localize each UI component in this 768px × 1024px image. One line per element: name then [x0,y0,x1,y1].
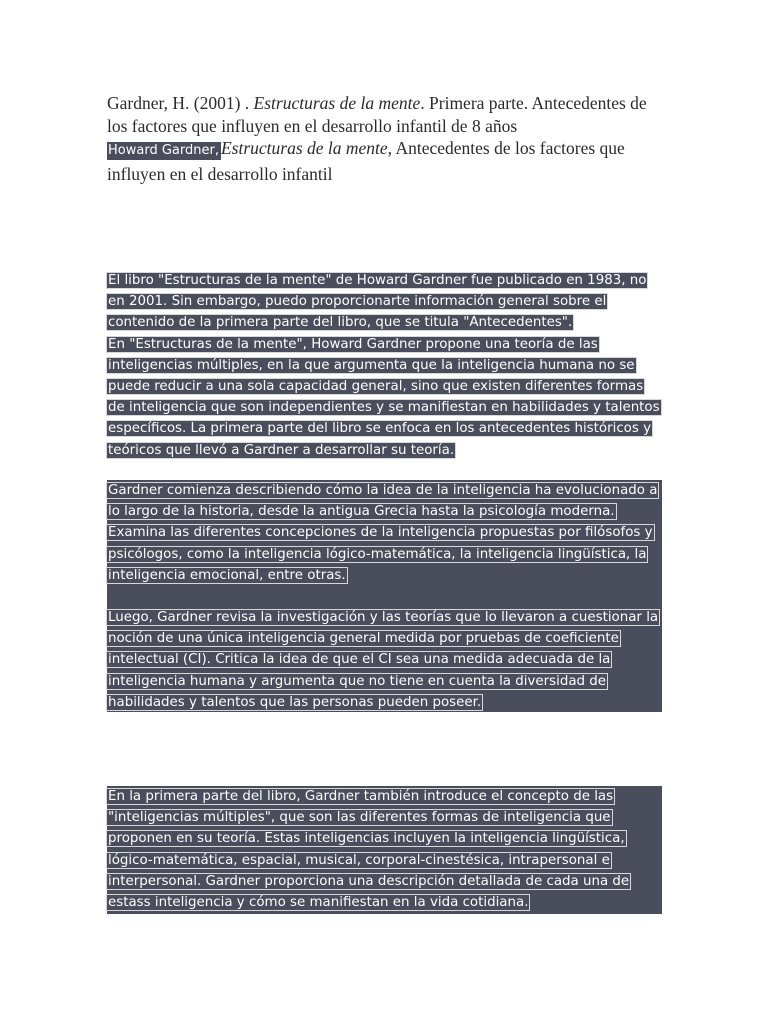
citation-suffix: . Primera parte. Antecedentes de los factores que influyen en el desarrollo infantil de 8 años [107,93,647,136]
subtitle-rest: Antecedentes de los factores que influyen en el desarrollo infantil [107,138,625,184]
history-paragraph-1[interactable]: Gardner comienza describiendo cómo la idea de la inteligencia ha evolucionado a lo largo de la historia, desde la antigua Grecia hasta la psicología moderna. Examina las diferentes concepciones de la inteligencia propuestas por filósofos y psicólogos, como la inteligencia lógico-matemática, la inteligencia lingüística, la inteligencia emocional, entre otras. [108,483,658,583]
history-paragraph-2[interactable]: Luego, Gardner revisa la investigación y las teorías que lo llevaron a cuestionar la noción de una única inteligencia general medida por pruebas de coeficiente intelectual (CI). Critica la idea de que el CI sea una medida adecuada de la inteligencia humana y argumenta que no tiene en cuenta la diversidad de habilidades y talentos que las personas pueden poseer. [108,610,659,710]
multiple-paragraph-1[interactable]: En la primera parte del libro, Gardner también introduce el concepto de las "inteligencias múltiples", que son las diferentes formas de inteligencia que proponen en su teoría. Estas inteligencias incluyen la inteligencia lingüística, lógico-matemática, espacial, musical, corporal-cinestésica, intrapersonal e interpersonal. Gardner proporciona una descripción detallada de cada una de estass inteligencia y cómo se manifiestan en la vida cotidiana. [108,789,630,911]
intro-paragraph-2[interactable]: En "Estructuras de la mente", Howard Gardner propone una teoría de las inteligencias múltiples, en la que argumenta que la inteligencia humana no se puede reducir a una sola capacidad general, sino que existen diferentes formas de inteligencia que son independientes y se manifiestan en habilidades y talentos específicos. La primera parte del libro se enfoca en los antecedentes históricos y teóricos que llevó a Gardner a desarrollar su teoría. [108,336,660,458]
citation-title: Estructuras de la mente [253,93,421,113]
section-history-panel [107,480,662,712]
section-multiple-panel [107,786,662,914]
document-header [107,92,667,185]
section-intro [107,270,662,461]
section-history [107,480,662,713]
intro-paragraph-1[interactable]: El libro "Estructuras de la mente" de Howard Gardner fue publicado en 1983, no en 2001. Sin embargo, puedo proporcionarte información general sobre el contenido de la primera parte del libro, que se titula "Antecedentes". [108,273,647,331]
author-highlight[interactable]: Howard Gardner, [108,143,219,158]
subtitle-line [107,137,667,185]
section-multiple [107,786,662,913]
citation-prefix: Gardner, H. (2001) . [107,93,254,113]
subtitle-title: Estructuras de la mente, [220,138,393,158]
citation-line [107,92,667,137]
